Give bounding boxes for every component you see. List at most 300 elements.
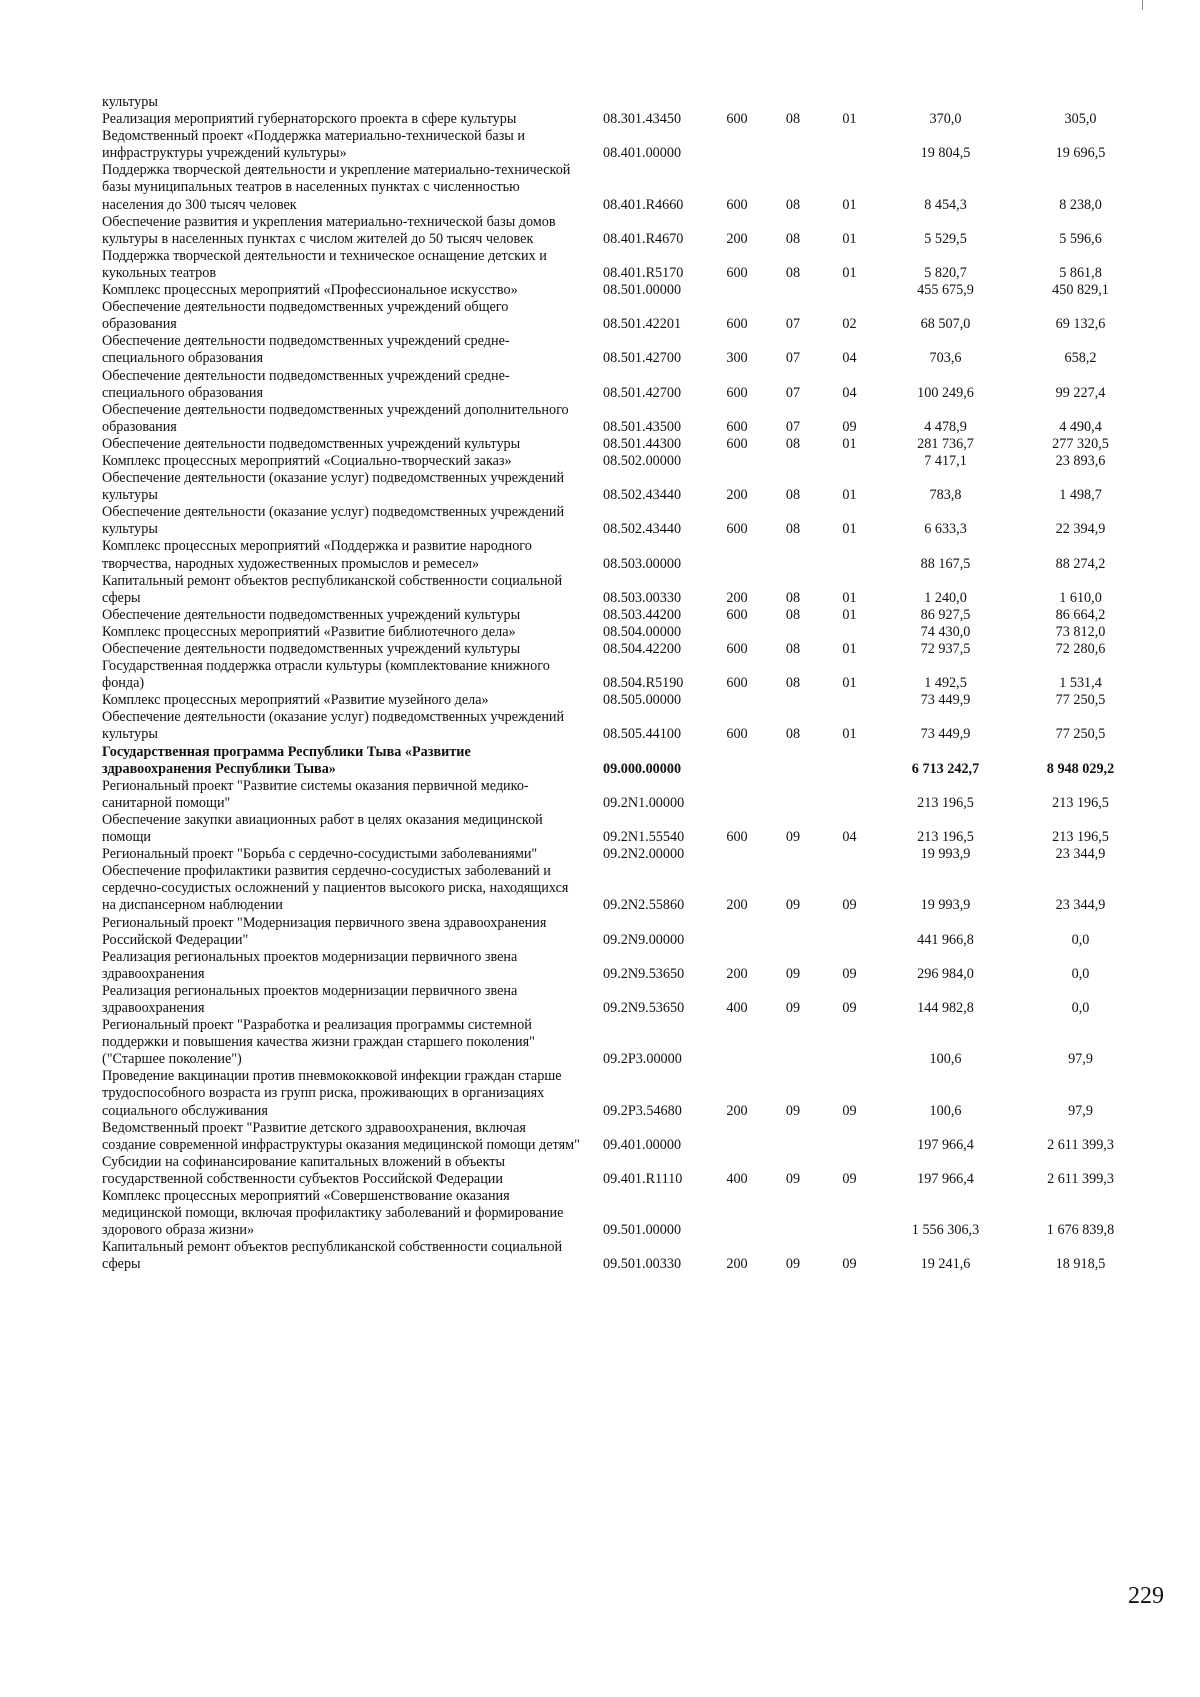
item-code: 08.501.43500 <box>603 418 682 435</box>
item-code: 09.501.00330 <box>603 1256 682 1273</box>
section: 07 <box>785 316 801 333</box>
expense-type <box>709 1017 765 1068</box>
amount-year-1: 783,8 <box>929 487 962 504</box>
amount-year-2 <box>1013 94 1148 111</box>
item-code: 09.2N1.00000 <box>603 794 685 811</box>
amount-year-1: 6 713 242,7 <box>911 760 980 777</box>
section: 09 <box>785 1102 801 1119</box>
amount-year-2: 305,0 <box>1064 111 1097 128</box>
item-name: Государственная программа Республики Тыва «Развитие здравоохранения Республики Тыва» <box>102 743 471 777</box>
item-name: Региональный проект "Развитие системы оказания первичной медико-санитарной помощи" <box>102 777 529 811</box>
amount-year-2: 97,9 <box>1068 1102 1093 1119</box>
subsection: 09 <box>842 1256 857 1273</box>
item-code: 09.2N2.55860 <box>603 897 685 914</box>
subsection <box>821 692 878 709</box>
item-code: 08.301.43450 <box>603 111 682 128</box>
expense-type: 600 <box>726 418 748 435</box>
section: 07 <box>785 384 801 401</box>
subsection: 01 <box>842 589 857 606</box>
subsection: 01 <box>842 196 857 213</box>
expense-type <box>709 1188 765 1239</box>
item-name: Поддержка творческой деятельности и укрепление материально-технической базы муниципальных театров в населенных пунктах с численностью населения до 300 тысяч человек <box>102 162 571 213</box>
subsection: 04 <box>842 384 857 401</box>
section <box>765 1017 821 1068</box>
table-row <box>102 1154 1148 1188</box>
item-code: 08.503.44200 <box>603 606 682 623</box>
section <box>765 453 821 470</box>
expense-type <box>709 94 765 111</box>
item-code: 08.502.43440 <box>603 487 682 504</box>
item-name: Обеспечение деятельности (оказание услуг) подведомственных учреждений культуры <box>102 709 565 743</box>
amount-year-1: 68 507,0 <box>920 316 971 333</box>
table-row <box>102 282 1148 299</box>
amount-year-1: 441 966,8 <box>917 931 974 948</box>
section: 08 <box>785 230 801 247</box>
amount-year-2: 213 196,5 <box>1052 829 1109 846</box>
table-row <box>102 94 1148 111</box>
section: 09 <box>785 1256 801 1273</box>
item-name: культуры <box>102 94 158 110</box>
amount-year-2: 86 664,2 <box>1055 606 1106 623</box>
expense-type: 200 <box>726 487 748 504</box>
amount-year-1: 72 937,5 <box>920 641 971 657</box>
item-name: Региональный проект "Разработка и реализация программы системной поддержки и повышения качества жизни граждан старшего поколения" ("Старшее поколение") <box>102 1017 535 1068</box>
expense-type: 200 <box>726 589 748 606</box>
table-row <box>102 128 1148 162</box>
subsection <box>821 94 878 111</box>
subsection <box>821 538 878 572</box>
item-code: 08.501.00000 <box>603 282 682 299</box>
subsection: 01 <box>842 264 857 281</box>
amount-year-1: 6 633,3 <box>924 521 967 538</box>
amount-year-1: 73 449,9 <box>920 692 971 709</box>
expense-type: 400 <box>726 1170 748 1187</box>
amount-year-2: 22 394,9 <box>1055 521 1106 538</box>
expense-type: 600 <box>726 435 748 452</box>
table-row <box>102 162 1148 213</box>
table-row <box>102 846 1148 863</box>
table-row <box>102 607 1148 624</box>
table-row <box>102 709 1148 743</box>
subsection <box>821 778 878 812</box>
subsection: 01 <box>842 641 857 657</box>
item-code: 09.501.00000 <box>603 1222 682 1239</box>
amount-year-2: 277 320,5 <box>1052 435 1109 452</box>
item-name: Обеспечение деятельности (оказание услуг) подведомственных учреждений культуры <box>102 504 565 538</box>
amount-year-1: 4 478,9 <box>924 418 967 435</box>
section <box>765 778 821 812</box>
amount-year-2: 2 611 399,3 <box>1047 1170 1114 1187</box>
expense-type: 600 <box>726 606 748 623</box>
amount-year-1: 197 966,4 <box>917 1136 974 1153</box>
item-name: Реализация мероприятий губернаторского проекта в сфере культуры <box>102 111 517 128</box>
item-name: Реализация региональных проектов модернизации первичного звена здравоохранения <box>102 982 518 1016</box>
amount-year-2: 23 344,9 <box>1055 897 1106 914</box>
subsection: 01 <box>842 606 857 623</box>
expense-type <box>709 282 765 299</box>
expense-type: 200 <box>726 1102 748 1119</box>
item-name: Обеспечение деятельности подведомственных учреждений общего образования <box>102 299 509 333</box>
subsection: 09 <box>842 897 857 914</box>
item-name: Государственная поддержка отрасли культуры (комплектование книжного фонда) <box>102 658 550 692</box>
expense-type <box>709 744 765 778</box>
item-name: Обеспечение профилактики развития сердечно-сосудистых заболеваний и сердечно-сосудистых осложнений у пациентов высокого риска, находящихся на диспансерном наблюдении <box>102 863 569 914</box>
expense-type: 600 <box>726 829 748 846</box>
amount-year-1: 74 430,0 <box>920 623 971 640</box>
section <box>765 846 821 863</box>
amount-year-2: 88 274,2 <box>1055 555 1106 572</box>
section <box>765 128 821 162</box>
expense-type <box>709 778 765 812</box>
section: 07 <box>785 418 801 435</box>
table-row <box>102 744 1148 778</box>
amount-year-1: 281 736,7 <box>917 435 974 452</box>
item-code: 09.2N9.53650 <box>603 965 685 982</box>
item-name: Капитальный ремонт объектов республиканской собственности социальной сферы <box>102 572 563 606</box>
amount-year-1: 19 241,6 <box>920 1256 971 1273</box>
expense-type <box>709 1120 765 1154</box>
expense-type: 200 <box>726 897 748 914</box>
table-row <box>102 915 1148 949</box>
amount-year-2: 97,9 <box>1068 1051 1093 1068</box>
amount-year-2: 72 280,6 <box>1055 641 1106 657</box>
section: 08 <box>785 111 801 128</box>
item-code: 08.505.44100 <box>603 726 682 743</box>
expense-type <box>709 624 765 641</box>
expense-type: 600 <box>726 641 748 657</box>
expense-type <box>709 453 765 470</box>
table-row <box>102 111 1148 128</box>
table-row <box>102 658 1148 692</box>
subsection: 04 <box>842 829 857 846</box>
item-code: 08.503.00330 <box>603 589 682 606</box>
table-row <box>102 983 1148 1017</box>
table-row <box>102 248 1148 282</box>
amount-year-2: 23 344,9 <box>1055 846 1106 863</box>
expense-type: 600 <box>726 521 748 538</box>
amount-year-2: 1 531,4 <box>1059 675 1102 692</box>
subsection: 09 <box>842 418 857 435</box>
amount-year-1: 5 529,5 <box>924 230 967 247</box>
section <box>765 1188 821 1239</box>
amount-year-1: 19 993,9 <box>920 897 971 914</box>
item-code: 09.401.R1110 <box>603 1170 683 1187</box>
section <box>765 282 821 299</box>
subsection <box>821 128 878 162</box>
item-code: 08.502.43440 <box>603 521 682 538</box>
subsection <box>821 1120 878 1154</box>
amount-year-1: 1 240,0 <box>924 589 967 606</box>
amount-year-2: 213 196,5 <box>1052 794 1109 811</box>
item-name: Обеспечение развития и укрепления материально-технической базы домов культуры в населенных пунктах с числом жителей до 50 тысяч человек <box>102 213 556 247</box>
section: 08 <box>785 521 801 538</box>
subsection <box>821 453 878 470</box>
expense-type: 200 <box>726 1256 748 1273</box>
subsection: 02 <box>842 316 857 333</box>
item-name: Комплекс процессных мероприятий «Поддержка и развитие народного творчества, народных художественных промыслов и ремесел» <box>102 538 532 572</box>
amount-year-2: 1 610,0 <box>1059 589 1102 606</box>
item-name: Обеспечение деятельности подведомственных учреждений культуры <box>102 641 521 657</box>
amount-year-1: 100,6 <box>929 1051 962 1068</box>
item-name: Обеспечение деятельности подведомственных учреждений дополнительного образования <box>102 401 569 435</box>
amount-year-1: 100 249,6 <box>917 384 974 401</box>
item-name: Реализация региональных проектов модернизации первичного звена здравоохранения <box>102 948 518 982</box>
amount-year-2: 23 893,6 <box>1055 452 1106 469</box>
amount-year-1: 8 454,3 <box>924 196 967 213</box>
section <box>765 744 821 778</box>
amount-year-2: 5 861,8 <box>1059 264 1102 281</box>
item-code: 08.401.R4670 <box>603 230 684 247</box>
amount-year-2: 658,2 <box>1064 350 1097 367</box>
expense-type: 600 <box>726 726 748 743</box>
expense-type: 400 <box>726 999 748 1016</box>
item-code: 08.401.R4660 <box>603 196 684 213</box>
table-row <box>102 778 1148 812</box>
amount-year-2: 18 918,5 <box>1055 1256 1106 1273</box>
page-number: 229 <box>1128 1583 1164 1609</box>
section: 08 <box>785 606 801 623</box>
item-name: Проведение вакцинации против пневмококковой инфекции граждан старше трудоспособного возраста из групп риска, проживающих в организациях социального обслуживания <box>102 1068 562 1119</box>
subsection: 01 <box>842 435 857 452</box>
subsection: 09 <box>842 1102 857 1119</box>
item-code: 08.401.R5170 <box>603 264 684 281</box>
amount-year-2: 73 812,0 <box>1055 623 1106 640</box>
amount-year-1: 144 982,8 <box>917 999 974 1016</box>
item-code: 09.2N9.53650 <box>603 999 685 1016</box>
subsection: 01 <box>842 111 857 128</box>
subsection <box>821 846 878 863</box>
amount-year-2: 8 948 029,2 <box>1046 760 1115 777</box>
amount-year-1 <box>878 94 1013 111</box>
item-code: 08.504.00000 <box>603 623 682 640</box>
item-name: Обеспечение деятельности подведомственных учреждений культуры <box>102 435 521 452</box>
item-code: 09.2P3.00000 <box>603 1051 682 1068</box>
expense-type: 600 <box>726 264 748 281</box>
amount-year-2: 4 490,4 <box>1059 418 1102 435</box>
expense-type: 600 <box>726 316 748 333</box>
subsection: 04 <box>842 350 857 367</box>
section <box>765 94 821 111</box>
item-name: Обеспечение закупки авиационных работ в целях оказания медицинской помощи <box>102 811 543 846</box>
table-row <box>102 470 1148 504</box>
section <box>765 692 821 709</box>
item-name: Поддержка творческой деятельности и техническое оснащение детских и кукольных театров <box>102 247 547 281</box>
item-code: 08.501.42201 <box>603 316 682 333</box>
item-code: 09.2N2.00000 <box>603 846 685 863</box>
item-name: Комплекс процессных мероприятий «Развитие музейного дела» <box>102 692 489 709</box>
table-row <box>102 1068 1148 1119</box>
section: 09 <box>785 829 801 846</box>
item-code: 08.505.00000 <box>603 692 682 709</box>
item-code: 09.2P3.54680 <box>603 1102 682 1119</box>
amount-year-2: 0,0 <box>1071 965 1090 982</box>
item-name: Комплекс процессных мероприятий «Развитие библиотечного дела» <box>102 623 516 640</box>
table-row <box>102 573 1148 607</box>
item-name: Ведомственный проект "Развитие детского здравоохранения, включая создание современной инфраструктуры оказания медицинской помощи детям" <box>102 1119 580 1153</box>
subsection: 01 <box>842 675 857 692</box>
section: 09 <box>785 999 801 1016</box>
table-row <box>102 368 1148 402</box>
subsection <box>821 624 878 641</box>
amount-year-2: 77 250,5 <box>1055 692 1106 709</box>
table-row <box>102 1188 1148 1239</box>
item-name: Обеспечение деятельности подведомственных учреждений средне-специального образования <box>102 367 510 401</box>
section <box>765 915 821 949</box>
amount-year-2: 2 611 399,3 <box>1047 1136 1114 1153</box>
subsection <box>821 915 878 949</box>
item-name: Региональный проект "Борьба с сердечно-сосудистыми заболеваниями" <box>102 846 538 863</box>
expense-type: 200 <box>726 230 748 247</box>
table-row <box>102 436 1148 453</box>
table-row <box>102 863 1148 914</box>
item-name: Комплекс процессных мероприятий «Профессиональное искусство» <box>102 282 518 299</box>
subsection <box>821 282 878 299</box>
subsection: 09 <box>842 1170 857 1187</box>
amount-year-2: 99 227,4 <box>1055 384 1106 401</box>
table-row <box>102 333 1148 367</box>
amount-year-2: 1 676 839,8 <box>1046 1222 1115 1239</box>
item-code: 09.2N9.00000 <box>603 931 685 948</box>
amount-year-1: 86 927,5 <box>920 606 971 623</box>
budget-table-body <box>102 94 1148 1273</box>
table-row <box>102 812 1148 846</box>
amount-year-1: 7 417,1 <box>924 452 967 469</box>
section: 08 <box>785 641 801 657</box>
item-code: 08.504.42200 <box>603 641 682 657</box>
amount-year-1: 19 993,9 <box>920 846 971 863</box>
section <box>765 538 821 572</box>
item-name: Субсидии на софинансирование капитальных вложений в объекты государственной собственности субъектов Российской Федерации <box>102 1153 506 1187</box>
expense-type <box>709 128 765 162</box>
expense-type: 300 <box>726 350 748 367</box>
amount-year-2: 8 238,0 <box>1059 196 1102 213</box>
section: 08 <box>785 726 801 743</box>
amount-year-1: 455 675,9 <box>917 282 974 299</box>
item-code: 09.000.00000 <box>603 760 682 777</box>
subsection: 01 <box>842 726 857 743</box>
table-row <box>102 949 1148 983</box>
item-code: 08.504.R5190 <box>603 675 684 692</box>
table-row <box>102 453 1148 470</box>
subsection <box>821 1017 878 1068</box>
amount-year-1: 213 196,5 <box>917 794 974 811</box>
amount-year-1: 88 167,5 <box>920 555 971 572</box>
item-code: 09.401.00000 <box>603 1136 682 1153</box>
section <box>765 1120 821 1154</box>
amount-year-2: 19 696,5 <box>1055 145 1106 162</box>
expense-type: 200 <box>726 965 748 982</box>
amount-year-1: 296 984,0 <box>917 965 974 982</box>
expense-type: 600 <box>726 675 748 692</box>
table-row <box>102 1239 1148 1273</box>
section: 07 <box>785 350 801 367</box>
item-name: Региональный проект "Модернизация первичного звена здравоохранения Российской Федерации" <box>102 914 547 948</box>
item-name: Обеспечение деятельности (оказание услуг) подведомственных учреждений культуры <box>102 470 565 504</box>
table-row <box>102 504 1148 538</box>
subsection: 01 <box>842 487 857 504</box>
amount-year-1: 213 196,5 <box>917 829 974 846</box>
item-code: 08.401.00000 <box>603 145 682 162</box>
amount-year-2: 5 596,6 <box>1059 230 1102 247</box>
item-code: 08.501.42700 <box>603 384 682 401</box>
table-row <box>102 624 1148 641</box>
section: 08 <box>785 264 801 281</box>
scan-edge-mark <box>1142 0 1143 10</box>
item-code: 08.501.42700 <box>603 350 682 367</box>
item-code: 08.501.44300 <box>603 435 682 452</box>
item-code: 09.2N1.55540 <box>603 829 685 846</box>
expense-type <box>709 915 765 949</box>
expense-type <box>709 846 765 863</box>
item-name: Обеспечение деятельности подведомственных учреждений средне-специального образования <box>102 333 510 367</box>
amount-year-2: 0,0 <box>1071 999 1090 1016</box>
table-row <box>102 214 1148 248</box>
table-row <box>102 538 1148 572</box>
item-name: Ведомственный проект «Поддержка материально-технической базы и инфраструктуры учреждений культуры» <box>102 128 525 162</box>
amount-year-1: 5 820,7 <box>924 264 967 281</box>
amount-year-1: 19 804,5 <box>920 145 971 162</box>
table-row <box>102 1017 1148 1068</box>
item-code <box>599 94 709 111</box>
section <box>765 624 821 641</box>
section: 09 <box>785 1170 801 1187</box>
budget-table <box>102 94 1148 1273</box>
expense-type <box>709 692 765 709</box>
table-row <box>102 402 1148 436</box>
amount-year-1: 1 492,5 <box>924 675 967 692</box>
expense-type: 600 <box>726 196 748 213</box>
item-name: Комплекс процессных мероприятий «Совершенствование оказания медицинской помощи, включая профилактику заболеваний и формирование здорового образа жизни» <box>102 1188 564 1239</box>
section: 08 <box>785 675 801 692</box>
expense-type: 600 <box>726 384 748 401</box>
amount-year-1: 370,0 <box>929 111 962 128</box>
amount-year-1: 73 449,9 <box>920 726 971 743</box>
subsection: 01 <box>842 230 857 247</box>
amount-year-2: 77 250,5 <box>1055 726 1106 743</box>
item-name: Обеспечение деятельности подведомственных учреждений культуры <box>102 606 521 623</box>
amount-year-1: 197 966,4 <box>917 1170 974 1187</box>
amount-year-1: 1 556 306,3 <box>911 1222 980 1239</box>
section: 09 <box>785 897 801 914</box>
subsection: 01 <box>842 521 857 538</box>
subsection <box>821 744 878 778</box>
item-name: Комплекс процессных мероприятий «Социально-творческий заказ» <box>102 452 512 469</box>
subsection: 09 <box>842 999 857 1016</box>
table-row <box>102 299 1148 333</box>
expense-type <box>709 538 765 572</box>
table-row <box>102 692 1148 709</box>
amount-year-1: 703,6 <box>929 350 962 367</box>
item-code: 08.502.00000 <box>603 452 682 469</box>
section: 09 <box>785 965 801 982</box>
section: 08 <box>785 196 801 213</box>
table-row <box>102 641 1148 658</box>
subsection <box>821 1188 878 1239</box>
item-code: 08.503.00000 <box>603 555 682 572</box>
expense-type: 600 <box>726 111 748 128</box>
section: 08 <box>785 487 801 504</box>
table-row <box>102 1120 1148 1154</box>
amount-year-2: 0,0 <box>1071 931 1090 948</box>
amount-year-2: 69 132,6 <box>1055 316 1106 333</box>
section: 08 <box>785 435 801 452</box>
section: 08 <box>785 589 801 606</box>
amount-year-2: 450 829,1 <box>1052 282 1109 299</box>
item-name: Капитальный ремонт объектов республиканской собственности социальной сферы <box>102 1239 563 1273</box>
amount-year-2: 1 498,7 <box>1059 487 1102 504</box>
subsection: 09 <box>842 965 857 982</box>
amount-year-1: 100,6 <box>929 1102 962 1119</box>
